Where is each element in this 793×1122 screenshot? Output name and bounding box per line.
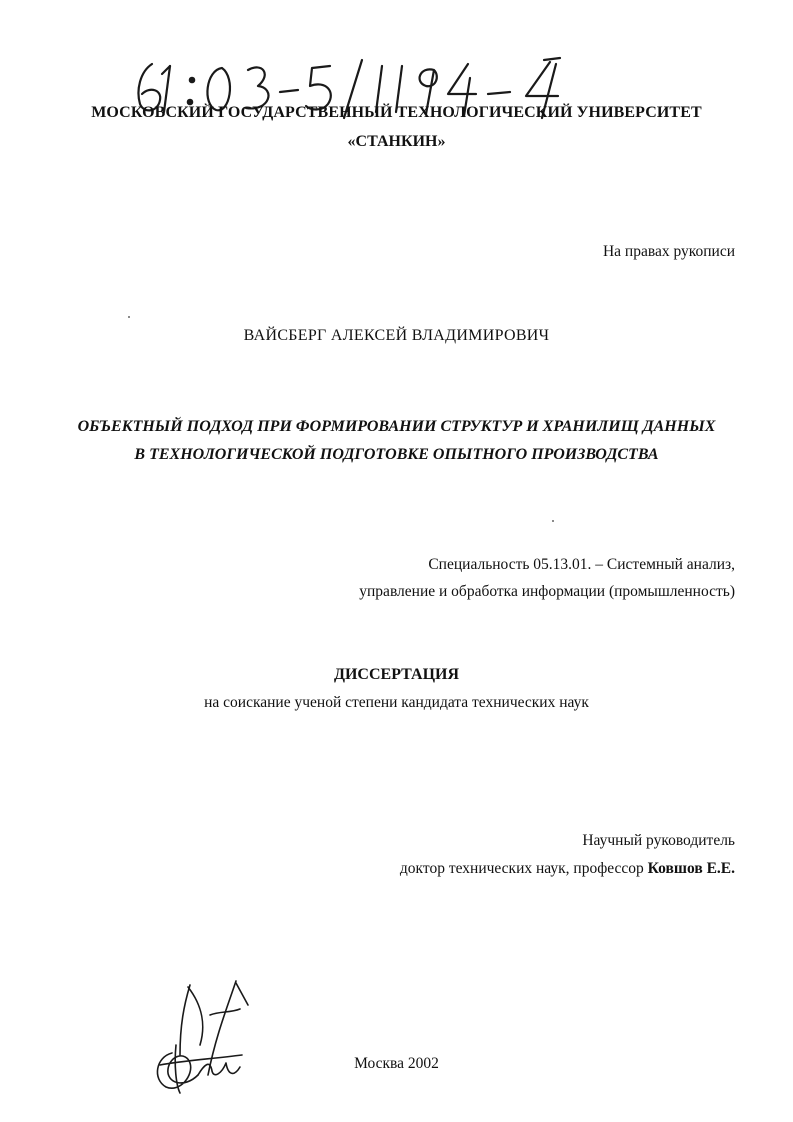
scan-speck <box>128 316 130 318</box>
supervisor-label: Научный руководитель <box>582 832 735 849</box>
city-year: Москва 2002 <box>354 1055 439 1072</box>
supervisor-title: доктор технических наук, профессор <box>399 860 644 877</box>
thesis-title-line-2: В ТЕХНОЛОГИЧЕСКОЙ ПОДГОТОВКЕ ОПЫТНОГО ПРОИЗВОДСТВА <box>134 446 659 463</box>
thesis-title-line-1: ОБЪЕКТНЫЙ ПОДХОД ПРИ ФОРМИРОВАНИИ СТРУКТУР И ХРАНИЛИЩ ДАННЫХ <box>77 418 716 435</box>
supervisor-name: Ковшов Е.Е. <box>647 860 735 877</box>
university-short-name: «СТАНКИН» <box>347 133 446 150</box>
university-name: МОСКОВСКИЙ ГОСУДАРСТВЕННЫЙ ТЕХНОЛОГИЧЕСКИЙ УНИВЕРСИТЕТ <box>91 104 702 121</box>
handwritten-signature <box>150 975 260 1095</box>
author-name: ВАЙСБЕРГ АЛЕКСЕЙ ВЛАДИМИРОВИЧ <box>243 327 550 344</box>
manuscript-note: На правах рукописи <box>602 243 735 260</box>
work-type-heading: ДИССЕРТАЦИЯ <box>333 666 460 683</box>
supervisor-line <box>400 860 735 878</box>
degree-line: на соискание ученой степени кандидата технических наук <box>204 694 589 711</box>
specialty-line-1: Специальность 05.13.01. – Системный анализ, <box>428 556 735 573</box>
specialty-line-2: управление и обработка информации (промышленность) <box>359 583 735 600</box>
scan-speck <box>552 520 554 522</box>
